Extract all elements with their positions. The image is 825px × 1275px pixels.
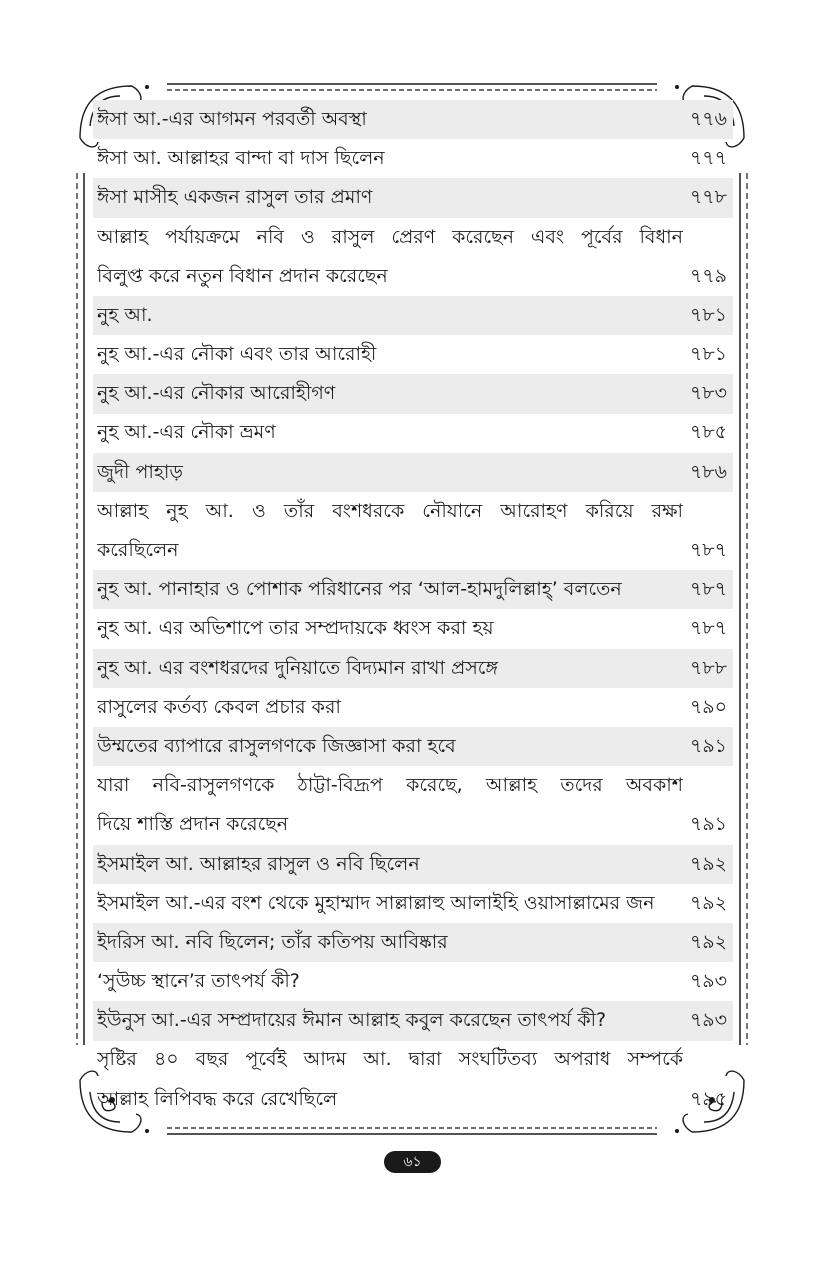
toc-entry [93, 570, 733, 609]
toc-entry-title: সৃষ্টির ৪০ বছর পূর্বেই আদম আ. দ্বারা সংঘটিতব্য অপরাধ সম্পর্কে [97, 1048, 683, 1071]
toc-entry-title: দিয়ে শাস্তি প্রদান করেছেন [97, 813, 289, 836]
toc-entry-title: নুহ আ. [97, 303, 153, 326]
toc-entry-title: যারা নবি-রাসুলগণকে ঠাট্টা-বিদ্রূপ করেছে, আল্লাহ তদের অবকাশ [97, 774, 683, 797]
toc-entry [93, 218, 733, 257]
toc-entry-title: ঈসা আ.-এর আগমন পরবর্তী অবস্থা [97, 107, 367, 130]
toc-entry-title: ঈসা মাসীহ একজন রাসুল তার প্রমাণ [97, 186, 373, 209]
toc-entry [93, 1080, 733, 1119]
toc-entry-title: জুদী পাহাড় [97, 460, 183, 483]
toc-entry-page: ৭৭৮ [689, 186, 727, 209]
toc-entry [93, 805, 733, 844]
toc-entry [93, 492, 733, 531]
toc-entry-title: বিলুপ্ত করে নতুন বিধান প্রদান করেছেন [97, 264, 388, 287]
toc-entry-title: করেছিলেন [97, 539, 179, 562]
toc-entry [93, 531, 733, 570]
toc-entry-page: ৭৮৩ [689, 382, 727, 405]
toc-entry-page: ৭৯১ [689, 813, 727, 836]
toc-entry [93, 923, 733, 962]
toc-entry-page: ৭৭৬ [689, 107, 727, 130]
toc-entry-title: আল্লাহ নুহ আ. ও তাঁর বংশধরকে নৌযানে আরোহণ করিয়ে রক্ষা [97, 499, 683, 522]
toc-entry [93, 335, 733, 374]
toc-entry-page: ৭৭৭ [689, 147, 727, 170]
toc-entry-page: ৭৯৫ [689, 1087, 727, 1110]
toc-entry-page: ৭৮১ [689, 303, 727, 326]
toc-entry-page: ৭৮১ [689, 343, 727, 366]
toc-entry [93, 609, 733, 648]
toc-entry-page: ৭৯২ [689, 852, 727, 875]
toc-entry [93, 962, 733, 1001]
toc-entry-title: ইসমাইল আ.-এর বংশ থেকে মুহাম্মাদ সাল্লাল্লাহু আলাইহি ওয়াসাল্লামের জন [97, 891, 655, 914]
toc-entry-title: নুহ আ.-এর নৌকা এবং তার আরোহী [97, 343, 377, 366]
toc-entry [93, 1041, 733, 1080]
toc-entry-page: ৭৯২ [689, 930, 727, 953]
toc-entry-page: ৭৯২ [689, 891, 727, 914]
toc-entry [93, 374, 733, 413]
toc-entry [93, 257, 733, 296]
toc-entry [93, 845, 733, 884]
toc-entry-title: আল্লাহ পর্যায়ক্রমে নবি ও রাসুল প্রেরণ করেছেন এবং পূর্বের বিধান [97, 225, 683, 248]
toc-entry [93, 727, 733, 766]
toc-entry-page: ৭৯০ [689, 695, 727, 718]
toc-entry-title: নুহ আ. পানাহার ও পোশাক পরিধানের পর ‘আল-হামদুলিল্লাহ্’ বলতেন [97, 578, 622, 601]
toc-entry [93, 688, 733, 727]
toc-entry-title: ঈসা আ. আল্লাহর বান্দা বা দাস ছিলেন [97, 147, 385, 170]
toc-entry-page: ৭৮৮ [689, 656, 727, 679]
toc-entry-title: ইদরিস আ. নবি ছিলেন; তাঁর কতিপয় আবিষ্কার [97, 930, 448, 953]
toc-entry-title: নুহ আ. এর অভিশাপে তার সম্প্রদায়কে ধ্বংস করা হয় [97, 617, 494, 640]
page-number-badge: ৬১ [384, 1151, 441, 1173]
toc-entry-page: ৭৮৬ [689, 460, 727, 483]
toc-entry-page: ৭৮৭ [689, 539, 727, 562]
toc-entry [93, 453, 733, 492]
toc-entry [93, 766, 733, 805]
toc-entry [93, 139, 733, 178]
toc-entry-page: ৭৯৩ [689, 1009, 727, 1032]
toc-entry-page: ৭৯৩ [689, 970, 727, 993]
toc-entry [93, 296, 733, 335]
toc-entry-title: ইসমাইল আ. আল্লাহর রাসুল ও নবি ছিলেন [97, 852, 420, 875]
toc-entry-page: ৭৭৯ [689, 264, 727, 287]
toc-entry-title: উম্মতের ব্যাপারে রাসুলগণকে জিজ্ঞাসা করা হবে [97, 734, 456, 757]
toc-entry-title: রাসুলের কর্তব্য কেবল প্রচার করা [97, 695, 341, 718]
toc-entry [93, 414, 733, 453]
toc-entry-title: নুহ আ. এর বংশধরদের দুনিয়াতে বিদ্যমান রাখা প্রসঙ্গে [97, 656, 499, 679]
toc-entry [93, 1001, 733, 1040]
toc-entry [93, 884, 733, 923]
toc-entry-page: ৭৯১ [689, 734, 727, 757]
toc-entry-title: ইউনুস আ.-এর সম্প্রদায়ের ঈমান আল্লাহ কবুল করেছেন তাৎপর্য কী? [97, 1009, 607, 1032]
table-of-contents [93, 100, 733, 1119]
toc-entry-title: আল্লাহ লিপিবদ্ধ করে রেখেছিলে [97, 1087, 338, 1110]
toc-entry-page: ৭৮৭ [689, 617, 727, 640]
toc-entry-page: ৭৮৫ [689, 421, 727, 444]
toc-entry [93, 178, 733, 217]
toc-entry [93, 100, 733, 139]
toc-entry-title: ‘সুউচ্চ স্থানে’র তাৎপর্য কী? [97, 970, 300, 993]
toc-entry [93, 649, 733, 688]
toc-entry-title: নুহ আ.-এর নৌকার আরোহীগণ [97, 382, 336, 405]
toc-entry-title: নুহ আ.-এর নৌকা ভ্রমণ [97, 421, 276, 444]
toc-entry-page: ৭৮৭ [689, 578, 727, 601]
